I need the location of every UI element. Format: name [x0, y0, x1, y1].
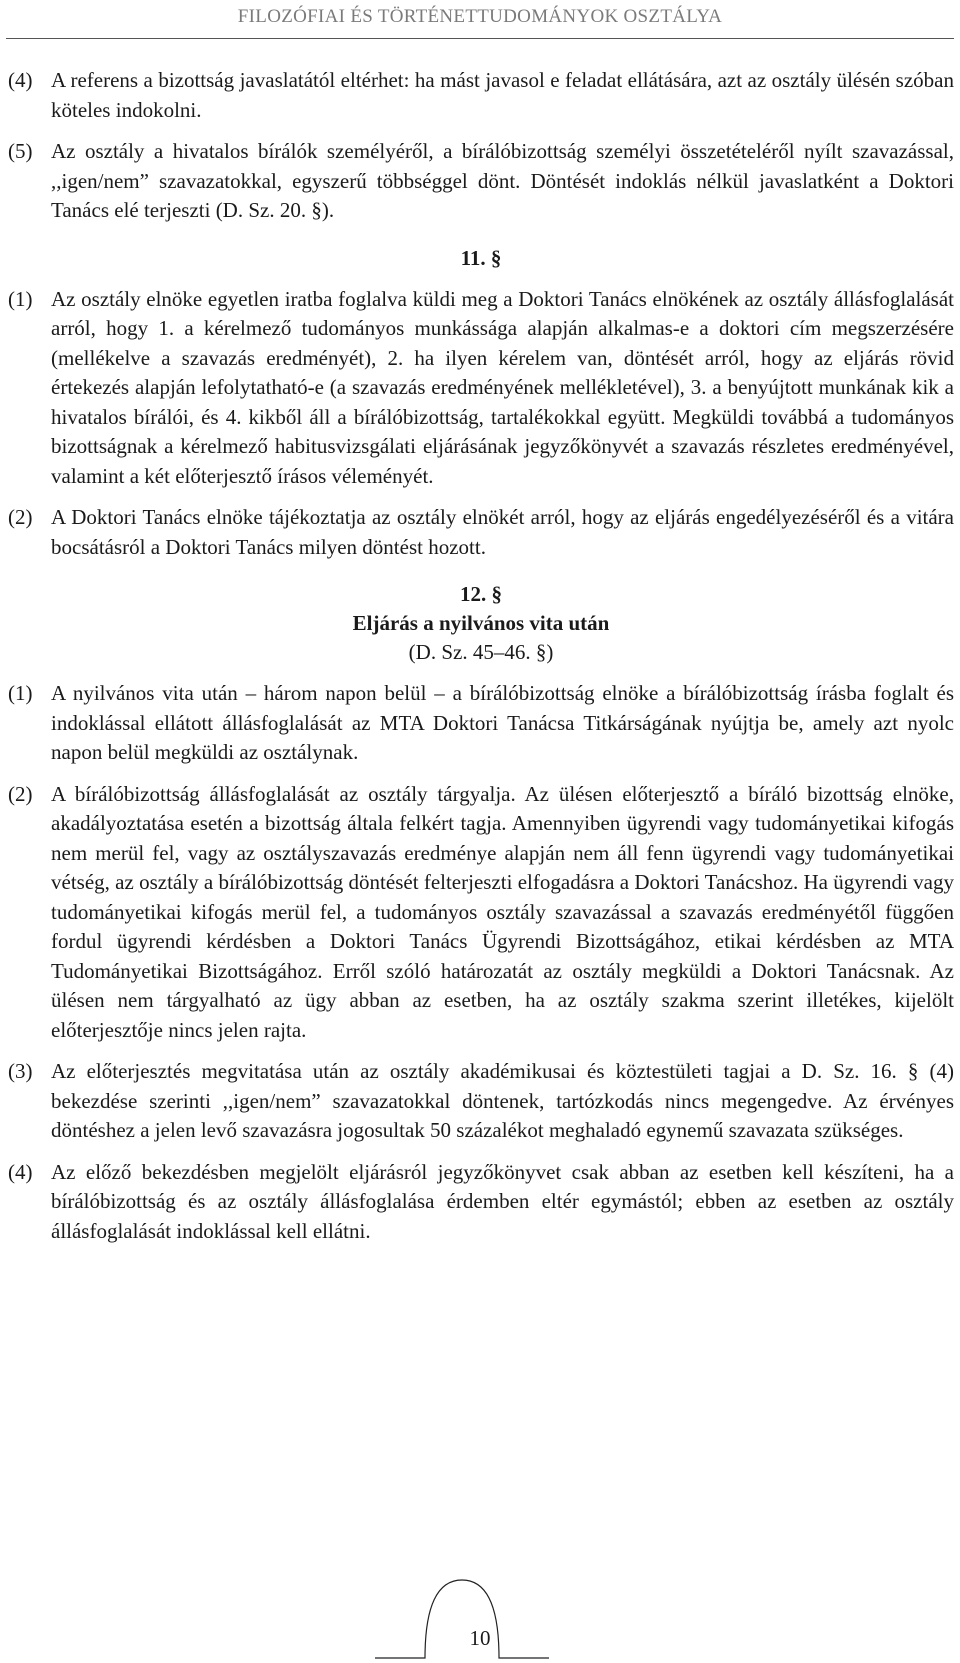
paragraph-4: [8, 66, 954, 125]
paragraph-number: (2): [8, 781, 33, 806]
section-12-paragraph-1: [8, 679, 954, 768]
paragraph-number: (2): [8, 505, 33, 529]
paragraph-text: Az osztály elnöke egyetlen iratba foglalva küldi meg a Doktori Tanács elnökének az osztály állásfoglalását arról, hogy 1. a kérelmező tudományos munkássága alapján alkalmas-e a doktori cím megszerzésére (mellékelve a szavazás eredményét), 2. ha ilyen kérelem van, döntését arról, hogy az eljárás rövid értekezés alapján lefolytatható-e (a szavazás eredményének mellékletével), 3. a benyújtott munkának kik a hivatalos bírálói, és 4. kikből áll a bírálóbizottság, tartalékokkal együtt. Megküldi továbbá a tudományos bizottságnak a kérelmező habitusvizsgálati eljárásának jegyzőkönyvét a szavazás részletes eredményével, valamint a két előterjesztő írásos véleményét.: [51, 286, 954, 488]
paragraph-text: A Doktori Tanács elnöke tájékoztatja az osztály elnökét arról, hogy az eljárás engedélyezéséről és a vitára bocsátásról a Doktori Tanács milyen döntést hozott.: [51, 505, 954, 559]
paragraph-text: A referens a bizottság javaslatától eltérhet: ha mást javasol e feladat ellátására, azt az osztály ülésén szóban köteles indokolni.: [51, 68, 954, 122]
paragraph-text: Az osztály a hivatalos bírálók személyéről, a bírálóbizottság személyi összetételéről nyílt szavazással, ,,igen/nem” szavazatokkal, egyszerű többséggel dönt. Döntését indoklás nélkül javaslatként a Doktori Tanács elé terjeszti (D. Sz. 20. §).: [51, 139, 954, 222]
paragraph-text: Az előző bekezdésben megjelölt eljárásról jegyzőkönyvet csak abban az esetben kell készíteni, ha a bírálóbizottság és az osztály állásfoglalása érdemben eltér egymástól; ebben az esetben az osztály állásfoglalását indoklással kell ellátni.: [51, 1159, 954, 1243]
section-heading-12: [8, 580, 954, 667]
paragraph-number: (4): [8, 68, 33, 92]
paragraph-text: A bírálóbizottság állásfoglalását az osztály tárgyalja. Az ülésen előterjesztő a bíráló bizottság elnöke, akadályoztatása esetén a bizottság általa felkért tagja. Amennyiben ügyrendi vagy tudományetikai kifogás nem merül fel, vagy az osztályszavazás eredménye alapján nem áll fenn ügyrendi vagy tudományetikai vétség, az osztály a bírálóbizottság döntését felterjeszti elfogadásra a Doktori Tanácshoz. Ha ügyrendi vagy tudományetikai kifogás merül fel, a tudományos osztály szavazással a szavazás eredményétől függően fordul ügyrendi kérdésben a Doktori Tanács Ügyrendi Bizottságához, etikai kérdésben az MTA Tudományetikai Bizottságához. Erről szóló határozatát az osztály megküldi a Doktori Tanácsnak. Az ülésen nem tárgyalható az ügy abban az esetben, ha az osztály szakma szerint illetékes, kijelölt előterjesztője nincs jelen rajta.: [51, 781, 954, 1042]
page-number: 10: [469, 1626, 491, 1650]
section-11-paragraph-2: [8, 503, 954, 562]
section-number: 11. §: [460, 245, 502, 270]
paragraph-number: (4): [8, 1159, 33, 1184]
section-title: Eljárás a nyilvános vita után: [352, 611, 610, 635]
section-reference: (D. Sz. 45–46. §): [408, 640, 554, 664]
section-11-paragraph-1: [8, 285, 954, 492]
section-number: 12. §: [460, 582, 502, 606]
page-body: [8, 66, 954, 1258]
running-header: [0, 0, 960, 38]
paragraph-number: (3): [8, 1059, 33, 1083]
header-rule: [6, 38, 954, 39]
paragraph-5: [8, 137, 954, 226]
paragraph-number: (5): [8, 139, 33, 163]
paragraph-text: Az előterjesztés megvitatása után az osztály akadémikusai és köztestületi tagjai a D. Sz. 16. § (4) bekezdése szerinti ,,igen/nem” szavazatokkal döntenek, tartózkodás nincs megengedve. Az érvényes döntéshez a jelen levő szavazásra jogosultak 50 százalékot meghaladó egynemű szavazata szükséges.: [51, 1059, 954, 1142]
section-12-paragraph-4: [8, 1158, 954, 1247]
paragraph-number: (1): [8, 286, 33, 311]
running-header-title: FILOZÓFIAI ÉS TÖRTÉNETTUDOMÁNYOK OSZTÁLYA: [237, 6, 723, 27]
section-12-paragraph-3: [8, 1057, 954, 1146]
section-heading-11: [8, 244, 954, 273]
paragraph-text: A nyilvános vita után – három napon belül – a bírálóbizottság elnöke a bírálóbizottság írásba foglalt és indoklással ellátott állásfoglalását az MTA Doktori Tanácsa Titkárságának nyújtja be, amely azt nyolc napon belül megküldi az osztálynak.: [51, 681, 954, 764]
page-footer: [0, 1568, 960, 1663]
paragraph-number: (1): [8, 681, 33, 705]
section-12-paragraph-2: [8, 780, 954, 1046]
